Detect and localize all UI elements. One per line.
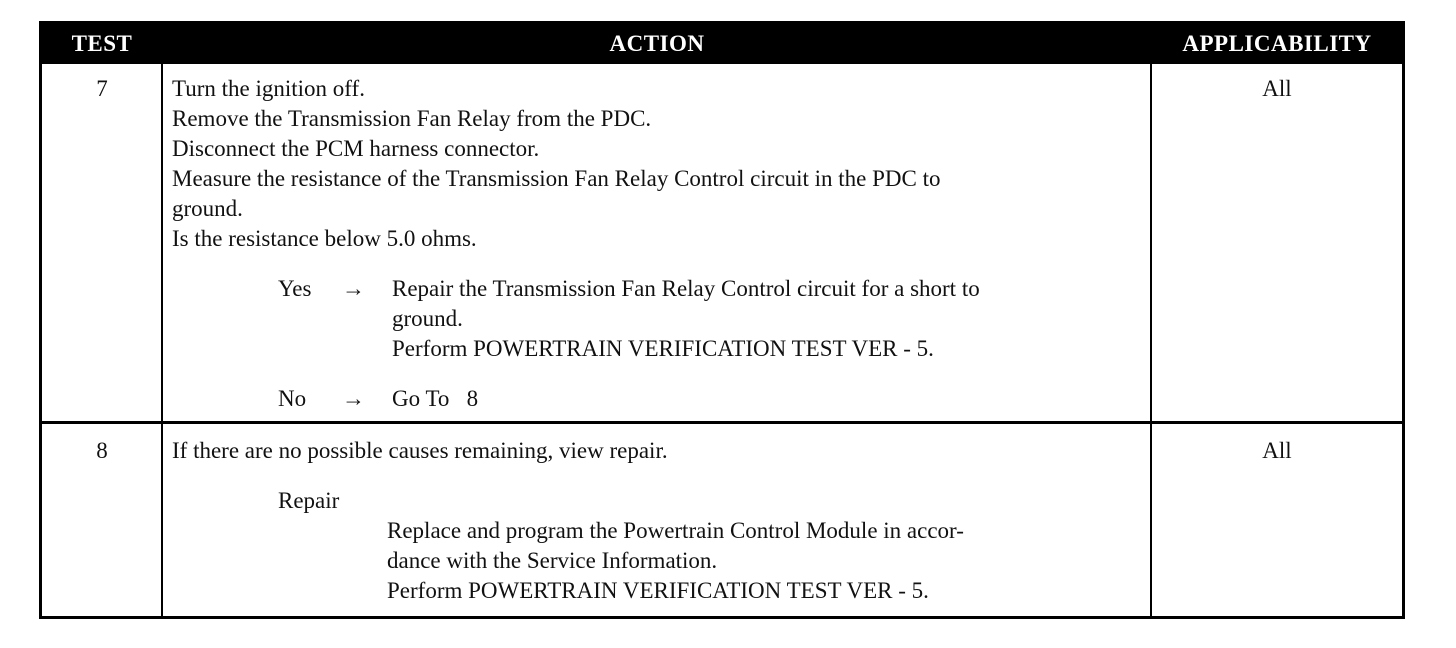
action-8 [172,436,1147,603]
test-number-8: 8 [96,438,108,463]
yes-result [392,274,1147,364]
arrow-icon: → [342,276,365,301]
table-header [42,24,1402,64]
test-number-7: 7 [96,76,108,101]
yes-branch [172,274,1147,384]
yes-result-line: Repair the Transmission Fan Relay Control circuit for a short to [392,276,980,301]
action-line: Disconnect the PCM harness connector. [172,136,540,161]
column-divider [161,64,163,616]
action-line: Measure the resistance of the Transmission Fan Relay Control circuit in the PDC to [172,166,941,191]
repair-text [387,516,1147,606]
diagnostic-table [39,21,1405,619]
action-line: Turn the ignition off. [172,76,365,101]
header-test: TEST [71,31,133,56]
action-line: ground. [172,196,243,221]
header-applicability: APPLICABILITY [1182,31,1372,56]
repair-line: Perform POWERTRAIN VERIFICATION TEST VER - 5. [387,578,929,603]
applicability-7: All [1262,76,1292,101]
yes-label: Yes [278,276,312,301]
applicability-8: All [1262,438,1292,463]
no-label: No [278,386,307,411]
action-line: If there are no possible causes remaining, view repair. [172,438,668,463]
repair-block [172,486,1147,603]
yes-result-line: Perform POWERTRAIN VERIFICATION TEST VER - 5. [392,336,934,361]
header-action: ACTION [609,31,705,56]
action-line: Is the resistance below 5.0 ohms. [172,226,477,251]
row-divider [42,421,1402,424]
no-branch [172,384,1147,414]
repair-label: Repair [278,488,340,513]
arrow-icon: → [342,386,365,411]
repair-line: dance with the Service Information. [387,548,718,573]
action-7 [172,74,1147,414]
yes-result-line: ground. [392,306,463,331]
action-line: Remove the Transmission Fan Relay from the PDC. [172,106,652,131]
repair-line: Replace and program the Powertrain Control Module in accor- [387,518,964,543]
column-divider [1150,64,1152,616]
no-result: Go To 8 [392,386,479,411]
